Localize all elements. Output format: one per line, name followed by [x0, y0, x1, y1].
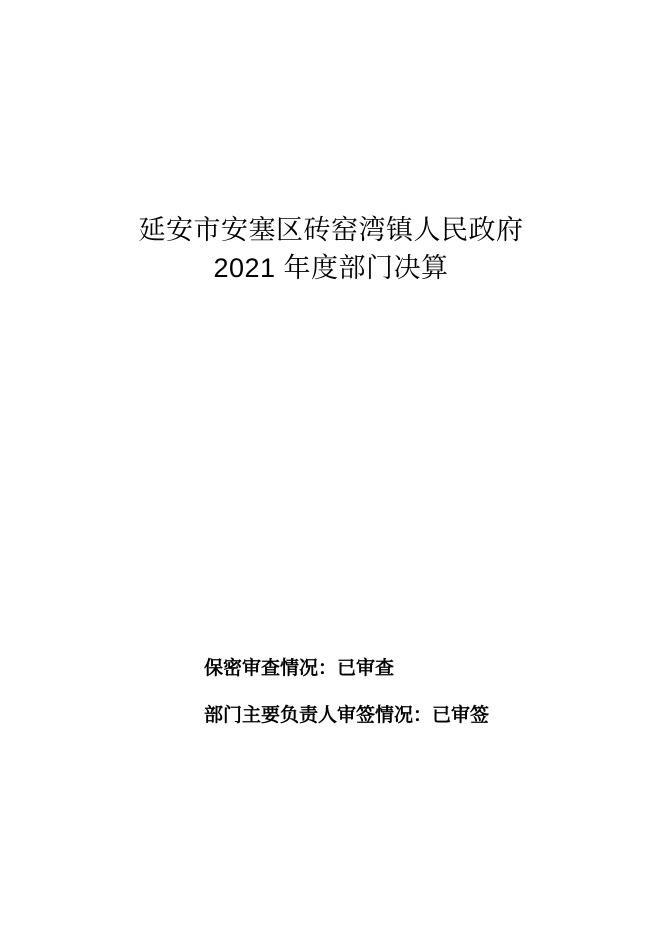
title-line-1: 延安市安塞区砖窑湾镇人民政府	[138, 215, 524, 245]
document-title	[0, 211, 662, 287]
title-line-2: 2021 年度部门决算	[213, 253, 449, 283]
security-review-statement: 保密审查情况：已审查	[204, 658, 395, 679]
leader-signoff-statement: 部门主要负责人审签情况：已审签	[204, 705, 490, 726]
